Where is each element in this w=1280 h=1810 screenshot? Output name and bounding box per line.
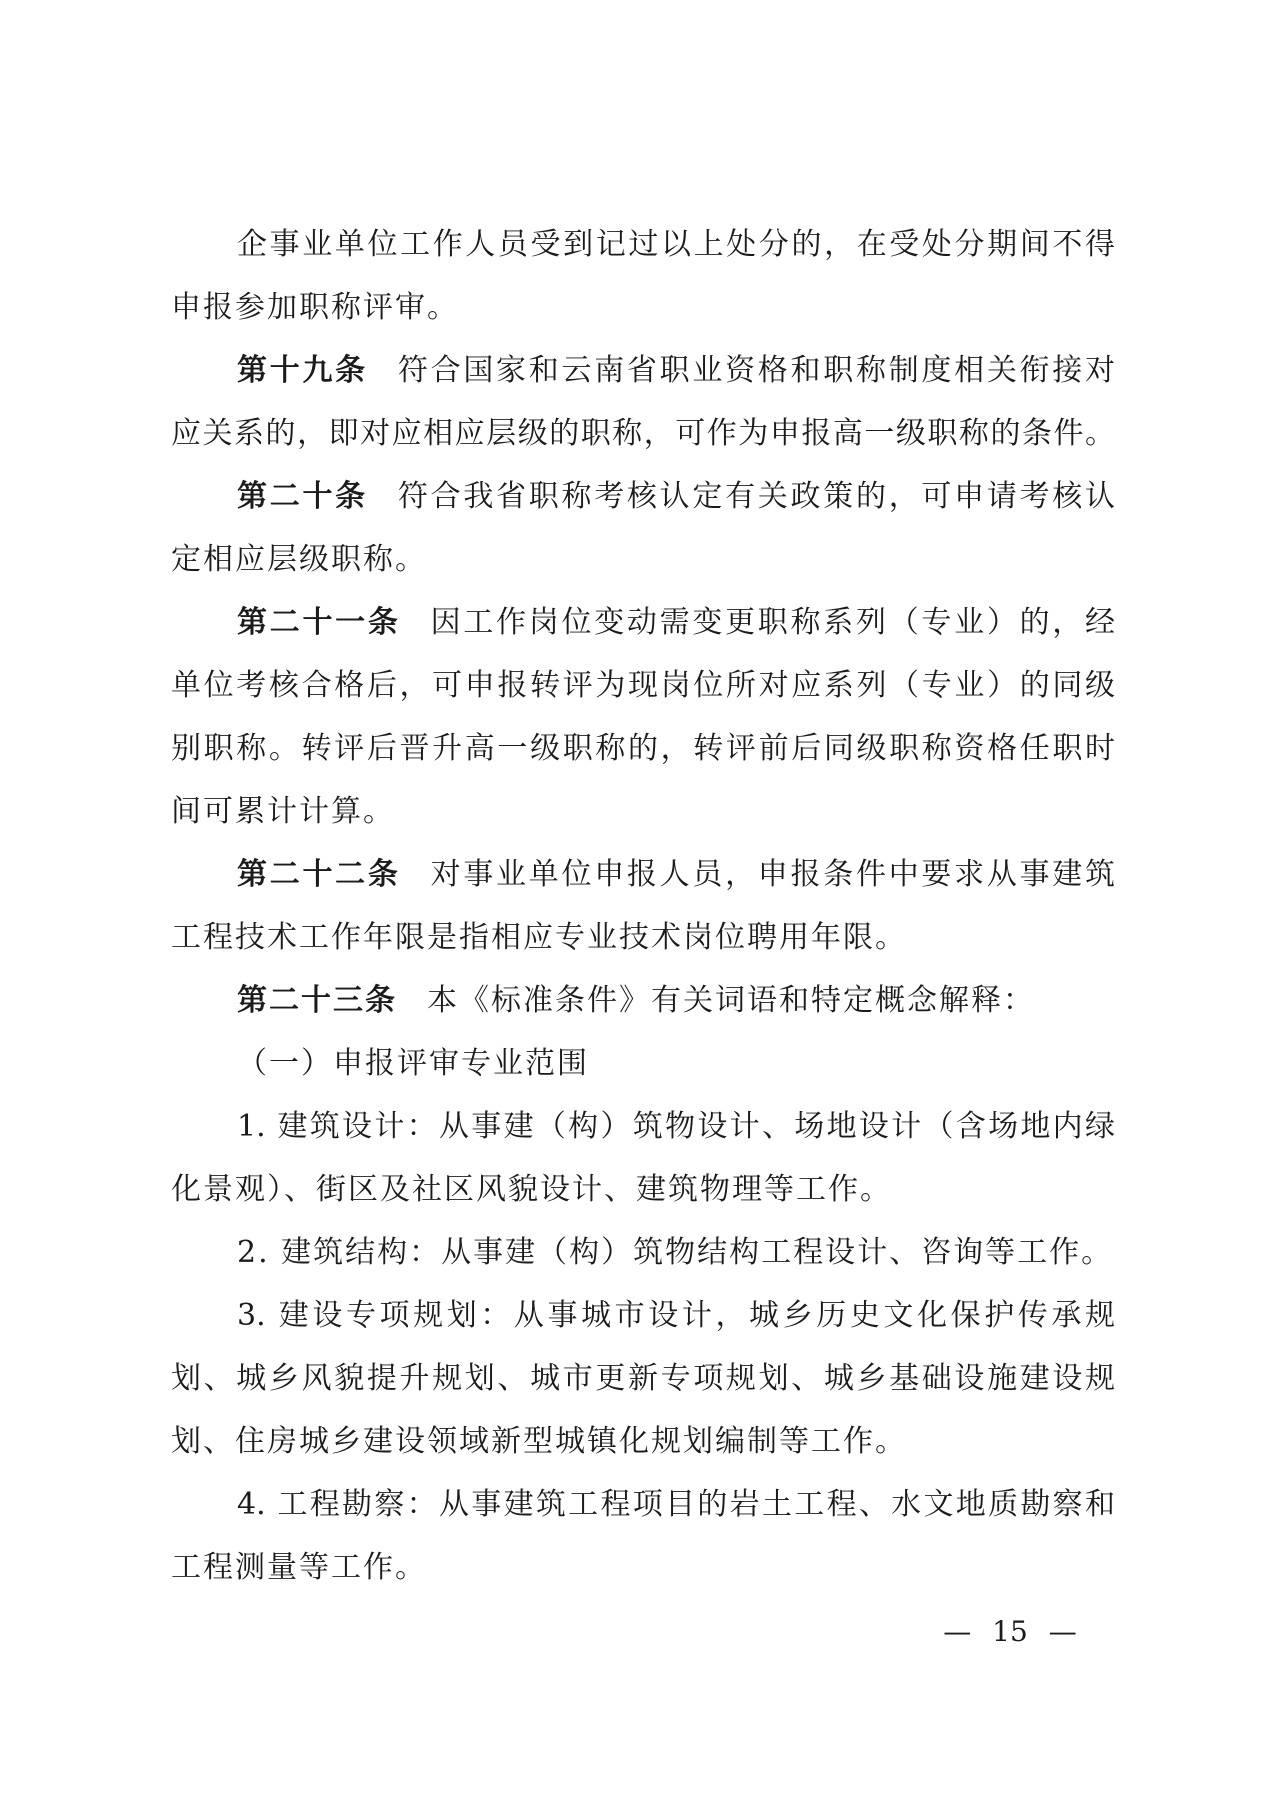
article-number: 第二十三条 — [237, 983, 397, 1018]
list-item-line: 化景观）、街区及社区风貌设计、建筑物理等工作。 — [171, 1172, 892, 1207]
document-body — [171, 213, 1115, 1599]
line-text: 符合我省职称考核认定有关政策的，可申请考核认 — [397, 479, 1116, 514]
line-text: 因工作岗位变动需变更职称系列（专业）的，经 — [430, 605, 1116, 640]
list-item-line: 划、城乡风貌提升规划、城市更新专项规划、城乡基础设施建设规 — [171, 1361, 1115, 1396]
line-text: 对事业单位申报人员，申报条件中要求从事建筑 — [430, 857, 1116, 892]
list-item-line: 4. 工程勘察：从事建筑工程项目的岩土工程、水文地质勘察和 — [237, 1487, 1115, 1522]
paragraph-line: 工程技术工作年限是指相应专业技术岗位聘用年限。 — [171, 920, 907, 955]
list-item-line: 划、住房城乡建设领域新型城镇化规划编制等工作。 — [171, 1424, 907, 1459]
page-number: — 15 — — [943, 1615, 1077, 1648]
article-22-line — [171, 843, 1115, 906]
article-number: 第二十二条 — [237, 857, 401, 892]
article-number: 第二十条 — [237, 479, 368, 514]
paragraph-line: 企事业单位工作人员受到记过以上处分的，在受处分期间不得 — [237, 227, 1115, 262]
paragraph-line: 单位考核合格后，可申报转评为现岗位所对应系列（专业）的同级 — [171, 668, 1115, 703]
paragraph-line: 定相应层级职称。 — [171, 542, 427, 577]
line-text: 本《标准条件》有关词语和特定概念解释： — [427, 983, 1035, 1018]
paragraph-line: 应关系的，即对应相应层级的职称，可作为申报高一级职称的条件。 — [171, 416, 1115, 451]
paragraph-line: 申报参加职称评审。 — [171, 290, 459, 325]
list-item-line: 工程测量等工作。 — [171, 1550, 427, 1585]
article-number: 第二十一条 — [237, 605, 401, 640]
list-item-line: 3. 建设专项规划：从事城市设计，城乡历史文化保护传承规 — [237, 1298, 1115, 1333]
article-19-line — [171, 339, 1115, 402]
list-item-line: 2. 建筑结构：从事建（构）筑物结构工程设计、咨询等工作。 — [237, 1235, 1114, 1270]
line-text: 符合国家和云南省职业资格和职称制度相关衔接对 — [397, 353, 1116, 388]
paragraph-line: 间可累计计算。 — [171, 794, 395, 829]
section-heading: （一）申报评审专业范围 — [237, 1046, 589, 1081]
article-21-line — [171, 591, 1115, 654]
article-20-line — [171, 465, 1115, 528]
article-23-line — [171, 969, 1115, 1032]
paragraph-line: 别职称。转评后晋升高一级职称的，转评前后同级职称资格任职时 — [171, 731, 1115, 766]
article-number: 第十九条 — [237, 353, 368, 388]
list-item-line: 1. 建筑设计：从事建（构）筑物设计、场地设计（含场地内绿 — [237, 1109, 1115, 1144]
